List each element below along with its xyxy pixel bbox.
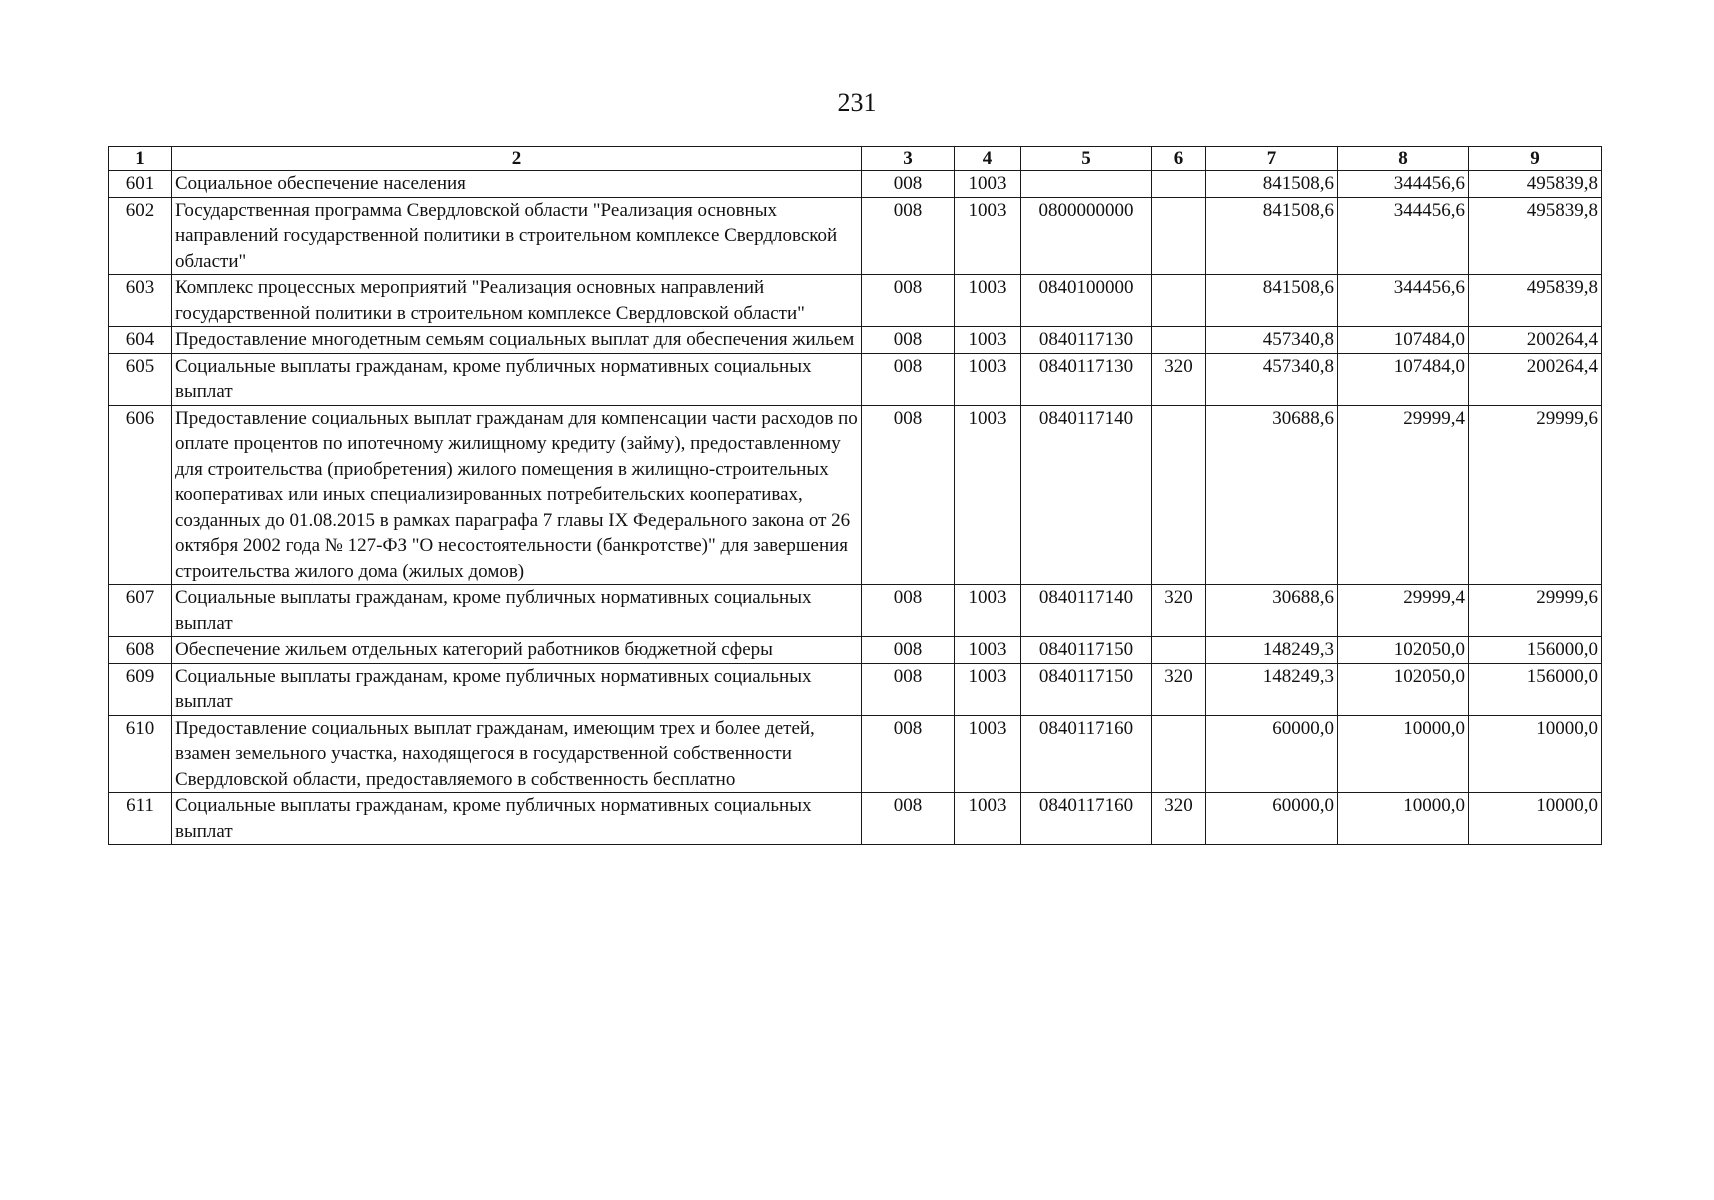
cell-col5 [1021,171,1152,198]
cell-col8: 29999,4 [1338,405,1469,585]
cell-col4: 1003 [955,663,1021,715]
cell-col5: 0800000000 [1021,197,1152,275]
cell-col6 [1152,327,1206,354]
cell-col8: 10000,0 [1338,715,1469,793]
column-header: 2 [172,147,862,171]
cell-col6: 320 [1152,585,1206,637]
table-row [109,405,1602,585]
table-row [109,793,1602,845]
cell-col3: 008 [862,275,955,327]
cell-col5: 0840117140 [1021,585,1152,637]
cell-col8: 344456,6 [1338,171,1469,198]
cell-col9: 200264,4 [1469,327,1602,354]
cell-col4: 1003 [955,353,1021,405]
row-number: 606 [109,405,172,585]
cell-col7: 841508,6 [1206,275,1338,327]
column-header: 7 [1206,147,1338,171]
row-name: Комплекс процессных мероприятий "Реализация основных направлений государственной политики в строительном комплексе Свердловской области" [172,275,862,327]
row-number: 609 [109,663,172,715]
row-number: 603 [109,275,172,327]
cell-col6: 320 [1152,793,1206,845]
row-name: Социальные выплаты гражданам, кроме публичных нормативных социальных выплат [172,663,862,715]
table-row [109,715,1602,793]
cell-col4: 1003 [955,715,1021,793]
cell-col4: 1003 [955,275,1021,327]
row-number: 604 [109,327,172,354]
cell-col6 [1152,715,1206,793]
cell-col5: 0840117130 [1021,353,1152,405]
cell-col7: 60000,0 [1206,793,1338,845]
cell-col3: 008 [862,327,955,354]
page-number: 231 [837,88,877,117]
cell-col4: 1003 [955,171,1021,198]
cell-col3: 008 [862,637,955,664]
cell-col9: 29999,6 [1469,405,1602,585]
cell-col4: 1003 [955,637,1021,664]
cell-col5: 0840117160 [1021,793,1152,845]
cell-col9: 495839,8 [1469,171,1602,198]
cell-col5: 0840117150 [1021,663,1152,715]
cell-col9: 10000,0 [1469,715,1602,793]
cell-col8: 102050,0 [1338,663,1469,715]
row-number: 608 [109,637,172,664]
cell-col5: 0840117150 [1021,637,1152,664]
cell-col3: 008 [862,171,955,198]
cell-col5: 0840117160 [1021,715,1152,793]
row-number: 602 [109,197,172,275]
cell-col4: 1003 [955,197,1021,275]
row-number: 601 [109,171,172,198]
cell-col6 [1152,405,1206,585]
table-row [109,585,1602,637]
cell-col9: 156000,0 [1469,637,1602,664]
table-row [109,171,1602,198]
cell-col7: 841508,6 [1206,171,1338,198]
cell-col7: 60000,0 [1206,715,1338,793]
cell-col4: 1003 [955,327,1021,354]
cell-col6 [1152,275,1206,327]
column-header: 4 [955,147,1021,171]
cell-col3: 008 [862,405,955,585]
row-name: Предоставление социальных выплат гражданам, имеющим трех и более детей, взамен земельного участка, находящегося в государственной собственности Свердловской области, предоставляемого в собственность бесплатно [172,715,862,793]
row-name: Социальное обеспечение населения [172,171,862,198]
column-header: 5 [1021,147,1152,171]
cell-col6: 320 [1152,353,1206,405]
cell-col5: 0840117130 [1021,327,1152,354]
column-header: 6 [1152,147,1206,171]
table-row [109,327,1602,354]
row-name: Социальные выплаты гражданам, кроме публичных нормативных социальных выплат [172,585,862,637]
cell-col3: 008 [862,353,955,405]
column-header: 3 [862,147,955,171]
row-name: Обеспечение жильем отдельных категорий работников бюджетной сферы [172,637,862,664]
table-row [109,637,1602,664]
cell-col8: 344456,6 [1338,275,1469,327]
cell-col6 [1152,171,1206,198]
cell-col4: 1003 [955,793,1021,845]
column-header: 1 [109,147,172,171]
cell-col9: 495839,8 [1469,197,1602,275]
table-header-row [109,147,1602,171]
cell-col3: 008 [862,585,955,637]
row-name: Социальные выплаты гражданам, кроме публичных нормативных социальных выплат [172,793,862,845]
cell-col7: 841508,6 [1206,197,1338,275]
row-name: Предоставление социальных выплат гражданам для компенсации части расходов по оплате процентов по ипотечному жилищному кредиту (займу), предоставленному для строительства (приобретения) жилого помещения в жилищно-строительных кооперативах или иных специализированных потребительских кооперативах, созданных до 01.08.2015 в рамках параграфа 7 главы IX Федерального закона от 26 октября 2002 года № 127-ФЗ "О несостоятельности (банкротстве)" для завершения строительства жилого дома (жилых домов) [172,405,862,585]
column-header: 9 [1469,147,1602,171]
cell-col4: 1003 [955,585,1021,637]
table-row [109,353,1602,405]
row-name: Государственная программа Свердловской области "Реализация основных направлений государственной политики в строительном комплексе Свердловской области" [172,197,862,275]
column-header: 8 [1338,147,1469,171]
cell-col9: 29999,6 [1469,585,1602,637]
row-number: 605 [109,353,172,405]
cell-col6: 320 [1152,663,1206,715]
cell-col6 [1152,197,1206,275]
cell-col3: 008 [862,793,955,845]
row-number: 610 [109,715,172,793]
cell-col8: 107484,0 [1338,327,1469,354]
cell-col8: 102050,0 [1338,637,1469,664]
table-row [109,197,1602,275]
cell-col7: 30688,6 [1206,585,1338,637]
cell-col5: 0840100000 [1021,275,1152,327]
cell-col5: 0840117140 [1021,405,1152,585]
cell-col9: 200264,4 [1469,353,1602,405]
table-row [109,275,1602,327]
cell-col8: 29999,4 [1338,585,1469,637]
cell-col3: 008 [862,663,955,715]
row-name: Социальные выплаты гражданам, кроме публичных нормативных социальных выплат [172,353,862,405]
cell-col7: 30688,6 [1206,405,1338,585]
cell-col8: 344456,6 [1338,197,1469,275]
cell-col7: 148249,3 [1206,663,1338,715]
cell-col7: 148249,3 [1206,637,1338,664]
row-name: Предоставление многодетным семьям социальных выплат для обеспечения жильем [172,327,862,354]
table-row [109,663,1602,715]
cell-col4: 1003 [955,405,1021,585]
budget-table [108,146,1602,845]
cell-col9: 495839,8 [1469,275,1602,327]
cell-col8: 10000,0 [1338,793,1469,845]
row-number: 611 [109,793,172,845]
cell-col8: 107484,0 [1338,353,1469,405]
cell-col9: 156000,0 [1469,663,1602,715]
row-number: 607 [109,585,172,637]
cell-col7: 457340,8 [1206,353,1338,405]
cell-col6 [1152,637,1206,664]
cell-col9: 10000,0 [1469,793,1602,845]
cell-col3: 008 [862,715,955,793]
cell-col7: 457340,8 [1206,327,1338,354]
cell-col3: 008 [862,197,955,275]
